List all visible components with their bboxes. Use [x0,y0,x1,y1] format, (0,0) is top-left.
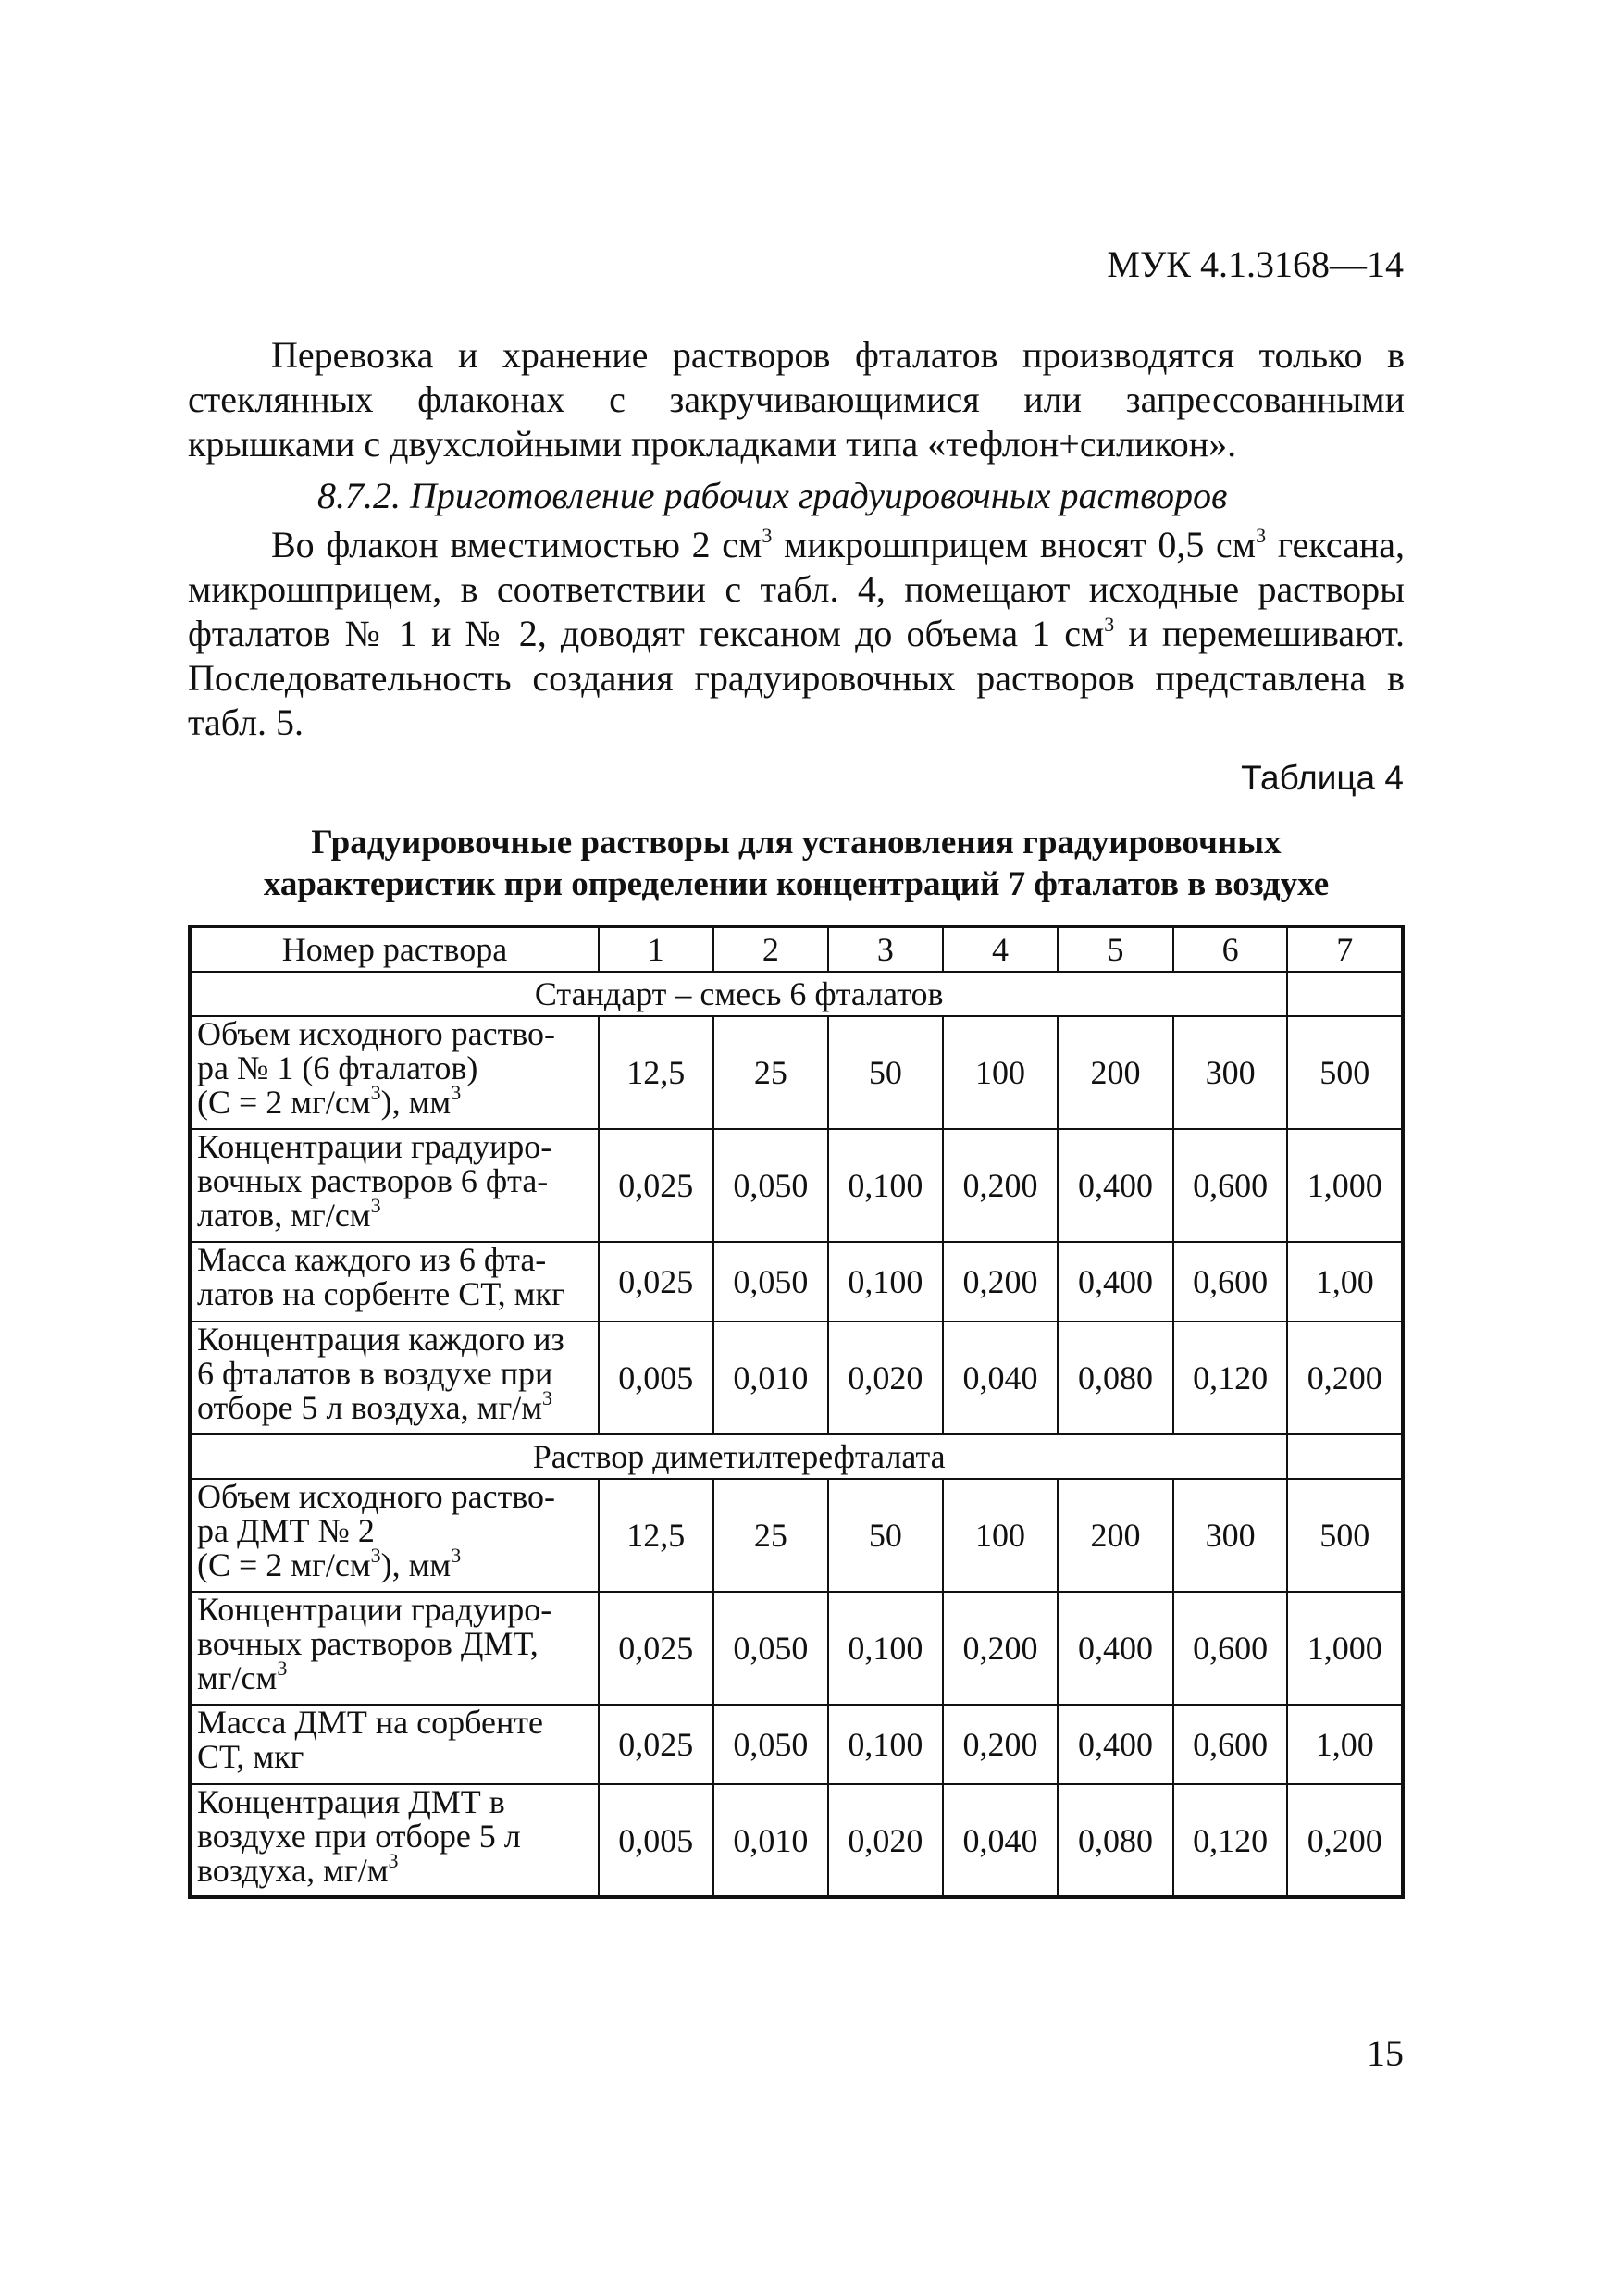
value-cell: 0,100 [828,1242,943,1322]
header-cell: Номер раствора [190,926,599,972]
value-cell: 1,00 [1287,1242,1403,1322]
row-label [190,1784,599,1897]
table-caption [188,822,1405,905]
label-line: воздухе при отборе 5 л [197,1818,521,1855]
value-cell: 25 [713,1479,829,1592]
label-line: отборе 5 л воздуха, мг/м [197,1389,542,1426]
value-cell: 0,100 [828,1592,943,1705]
calibration-table [188,925,1405,1899]
value-cell: 0,200 [943,1705,1059,1784]
header-cell: 5 [1058,926,1173,972]
row-label [190,1322,599,1434]
table-row [190,1784,1403,1897]
label-line: ра № 1 (6 фталатов) [197,1049,478,1086]
p2-part-b: микрошприцем вносят 0,5 см [772,524,1257,565]
superscript: 3 [388,1849,399,1872]
value-cell: 0,600 [1173,1242,1288,1322]
label-line: Концентрация ДМТ в [197,1783,505,1820]
superscript: 3 [451,1544,462,1567]
value-cell: 300 [1173,1479,1288,1592]
section-title-dmt: Раствор диметилтерефталата [190,1434,1287,1479]
label-line: Концентрации градуиро- [197,1128,552,1165]
value-cell: 0,040 [943,1784,1059,1897]
label-line: Масса каждого из 6 фта- [197,1241,547,1278]
table-row [190,1242,1403,1322]
superscript: 3 [451,1081,462,1104]
section-title-standard: Стандарт – смесь 6 фталатов [190,972,1287,1016]
label-line: СТ, мкг [197,1738,304,1775]
value-cell: 0,200 [943,1129,1059,1242]
value-cell: 0,050 [713,1592,829,1705]
subsection-heading: 8.7.2. Приготовление рабочих градуировочных растворов [317,475,1228,516]
section-row [190,1434,1403,1479]
value-cell: 0,400 [1058,1592,1173,1705]
table-row [190,1322,1403,1434]
section-row [190,972,1403,1016]
paragraph-transport-storage: Перевозка и хранение растворов фталатов производятся только в стеклянных флаконах с закручивающимися или запрессованными крышками с двухслойными прокладками типа «тефлон+силикон». [188,334,1405,465]
label-line: латов на сорбенте СТ, мкг [197,1275,565,1312]
value-cell: 0,200 [943,1242,1059,1322]
label-line: Объем исходного раство- [197,1478,556,1515]
value-cell: 0,600 [1173,1129,1288,1242]
table-number-label: Таблица 4 [1241,759,1404,797]
value-cell: 0,050 [713,1242,829,1322]
label-line: ), мм [380,1546,452,1583]
label-line: ), мм [380,1084,452,1121]
header-cell: 1 [599,926,713,972]
superscript: 3 [542,1386,552,1409]
p2-sup-3: 3 [1104,612,1115,636]
value-cell: 0,100 [828,1705,943,1784]
paragraph-preparation [188,523,1405,745]
value-cell: 500 [1287,1016,1403,1129]
label-line: Концентрации градуиро- [197,1591,552,1628]
superscript: 3 [277,1657,288,1680]
value-cell: 0,020 [828,1322,943,1434]
value-cell: 0,025 [599,1592,713,1705]
label-line: воздуха, мг/м [197,1852,389,1889]
value-cell: 0,400 [1058,1705,1173,1784]
value-cell: 0,025 [599,1705,713,1784]
value-cell: 0,200 [943,1592,1059,1705]
row-label [190,1016,599,1129]
value-cell: 0,080 [1058,1784,1173,1897]
value-cell: 0,010 [713,1322,829,1434]
header-cell: 7 [1287,926,1403,972]
value-cell: 50 [828,1479,943,1592]
value-cell: 0,100 [828,1129,943,1242]
value-cell: 0,050 [713,1129,829,1242]
label-line: 6 фталатов в воздухе при [197,1355,553,1392]
label-line: Масса ДМТ на сорбенте [197,1704,543,1741]
value-cell: 0,400 [1058,1129,1173,1242]
value-cell: 0,200 [1287,1322,1403,1434]
table-row [190,1592,1403,1705]
p2-sup-2: 3 [1256,523,1267,547]
value-cell: 1,000 [1287,1592,1403,1705]
value-cell: 200 [1058,1479,1173,1592]
value-cell: 1,00 [1287,1705,1403,1784]
page-number: 15 [1367,2032,1404,2074]
table-row [190,1129,1403,1242]
value-cell: 25 [713,1016,829,1129]
value-cell: 0,025 [599,1129,713,1242]
superscript: 3 [370,1081,381,1104]
value-cell: 0,020 [828,1784,943,1897]
label-line: вочных растворов ДМТ, [197,1625,539,1662]
label-line: латов, мг/см [197,1197,371,1234]
value-cell: 0,005 [599,1784,713,1897]
value-cell: 0,010 [713,1784,829,1897]
p2-part-a: Во флакон вместимостью 2 см [271,524,762,565]
value-cell: 100 [943,1016,1059,1129]
value-cell: 1,000 [1287,1129,1403,1242]
value-cell: 0,120 [1173,1784,1288,1897]
value-cell: 0,040 [943,1322,1059,1434]
value-cell: 0,400 [1058,1242,1173,1322]
p2-sup-1: 3 [762,523,773,547]
value-cell: 0,005 [599,1322,713,1434]
table-row [190,1016,1403,1129]
value-cell: 0,080 [1058,1322,1173,1434]
label-line: Концентрация каждого из [197,1321,564,1358]
value-cell: 500 [1287,1479,1403,1592]
header-cell: 2 [713,926,829,972]
value-cell: 200 [1058,1016,1173,1129]
p2-part-c: гексана, микрошприцем, в соответствии с табл. 4, помещают исходные растворы фталатов № 1 и № 2, доводят гексаном до объема 1 см [188,524,1405,654]
value-cell: 0,050 [713,1705,829,1784]
table-row [190,1479,1403,1592]
header-cell: 3 [828,926,943,972]
value-cell: 0,600 [1173,1592,1288,1705]
label-line: (C = 2 мг/см [197,1546,371,1583]
value-cell: 0,600 [1173,1705,1288,1784]
value-cell: 50 [828,1016,943,1129]
value-cell: 12,5 [599,1016,713,1129]
row-label [190,1592,599,1705]
value-cell: 0,025 [599,1242,713,1322]
value-cell: 300 [1173,1016,1288,1129]
row-label [190,1129,599,1242]
label-line: мг/см [197,1659,278,1696]
value-cell: 100 [943,1479,1059,1592]
superscript: 3 [370,1194,381,1217]
header-cell: 4 [943,926,1059,972]
caption-line-1: Градуировочные растворы для установления градуировочных [311,824,1282,862]
table-row [190,1705,1403,1784]
value-cell: 12,5 [599,1479,713,1592]
label-line: Объем исходного раство- [197,1015,556,1052]
row-label [190,1242,599,1322]
empty-cell [1287,1434,1403,1479]
table-header-row [190,926,1403,972]
value-cell: 0,200 [1287,1784,1403,1897]
label-line: вочных растворов 6 фта- [197,1162,549,1199]
superscript: 3 [370,1544,381,1567]
document-code: МУК 4.1.3168—14 [1107,243,1404,285]
label-line: ра ДМТ № 2 [197,1512,375,1549]
row-label [190,1705,599,1784]
value-cell: 0,120 [1173,1322,1288,1434]
header-cell: 6 [1173,926,1288,972]
row-label [190,1479,599,1592]
empty-cell [1287,972,1403,1016]
label-line: (C = 2 мг/см [197,1084,371,1121]
p2-part-d: и перемешивают. Последовательность создания градуировочных растворов представлена в табл. 5. [188,613,1405,743]
caption-line-2: характеристик при определении концентраций 7 фталатов в воздухе [263,865,1330,903]
